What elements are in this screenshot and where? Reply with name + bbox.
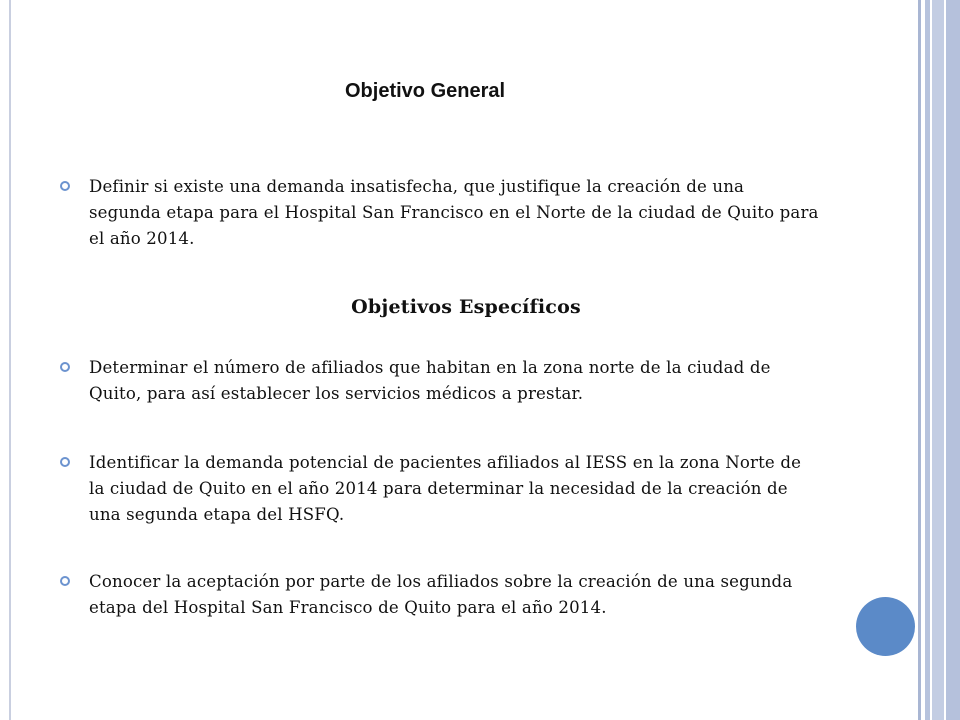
specific-objective-text-2: Identificar la demanda potencial de pacientes afiliados al IESS en la zona Norte de la ciudad de Quito en el año 2014 para determinar la necesidad de la creación de una segunda etapa del HSFQ. <box>89 453 802 524</box>
general-objective-text: Definir si existe una demanda insatisfecha, que justifique la creación de una segunda etapa para el Hospital San Francisco en el Norte de la ciudad de Quito para el año 2014. <box>89 177 819 248</box>
general-objective-item <box>60 174 820 252</box>
bullet-icon <box>60 457 70 467</box>
bullet-icon <box>60 576 70 586</box>
heading-objetivos-especificos: Objetivos Específicos <box>351 296 581 318</box>
specific-objective-item <box>60 569 820 621</box>
specific-objective-item <box>60 355 820 407</box>
specific-objective-item <box>60 450 820 528</box>
heading-objetivo-general: Objetivo General <box>345 80 506 102</box>
right-stripe-decoration <box>916 0 960 720</box>
bullet-icon <box>60 181 70 191</box>
left-border-line <box>9 0 11 720</box>
specific-objective-text-1: Determinar el número de afiliados que habitan en la zona norte de la ciudad de Quito, para así establecer los servicios médicos a prestar. <box>89 358 771 403</box>
specific-objective-text-3: Conocer la aceptación por parte de los afiliados sobre la creación de una segunda etapa del Hospital San Francisco de Quito para el año 2014. <box>89 572 793 617</box>
bullet-icon <box>60 362 70 372</box>
blue-circle-decoration <box>856 597 915 656</box>
